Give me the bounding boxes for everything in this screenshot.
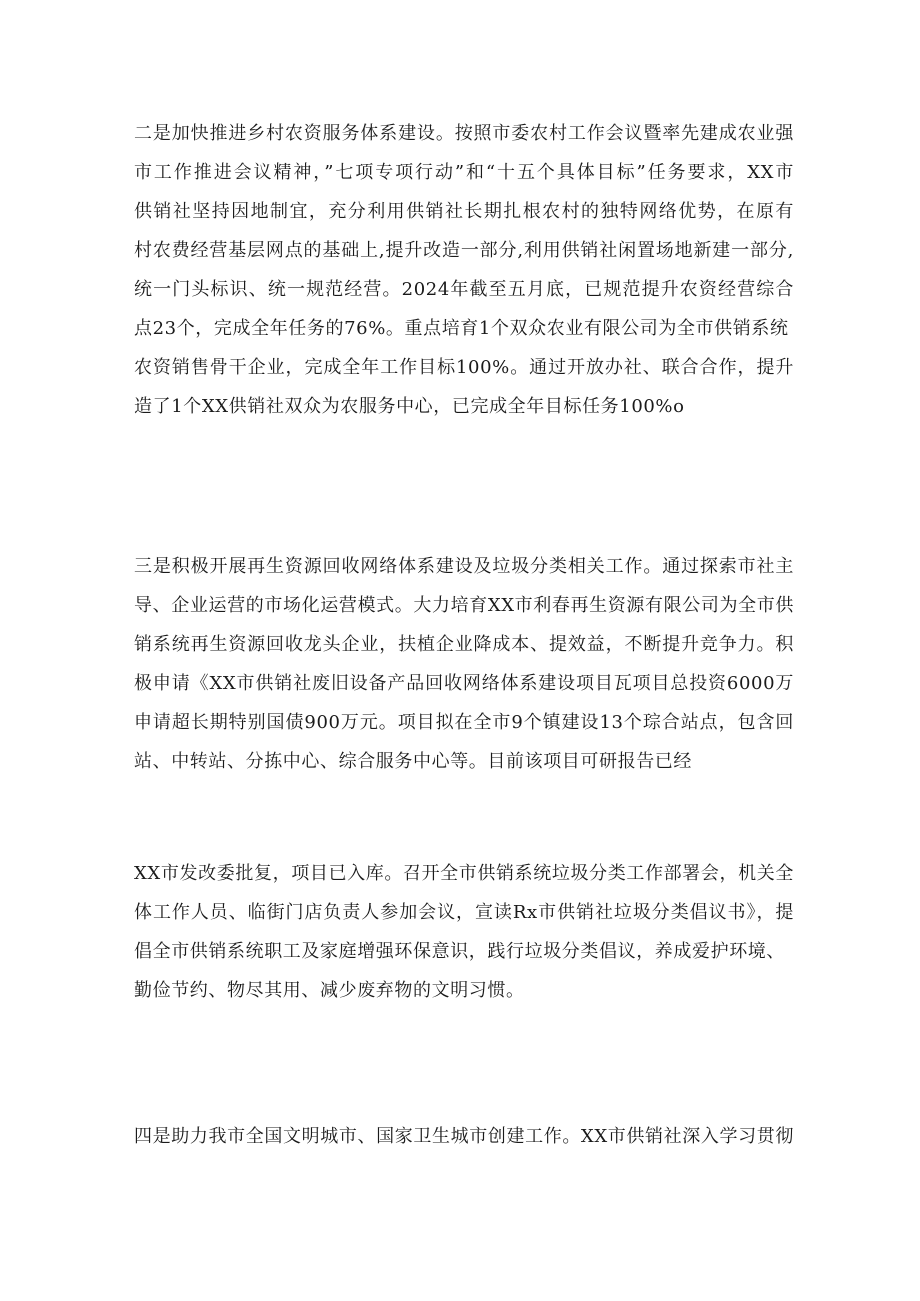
text-line: 申请超长期特别国债900万元。项目拟在全市9个镇建设13个琮合站点，包含回: [134, 712, 794, 733]
paragraph-rural-agri-service: [134, 114, 794, 426]
paragraph-civilized-city: [134, 1117, 794, 1156]
text-line: 村农费经营基层网点的基础上,提升改造一部分,利用供销社闲置场地新建一部分,: [134, 240, 794, 261]
text-line: 体工作人员、临街门店负责人参加会议，宣读Rx市供销社垃圾分类倡议书》，提: [134, 902, 794, 923]
text-line: 点23个，完成全年任务的76%。重点培育1个双众农业有限公司为全市供销系统: [134, 318, 789, 339]
paragraph-waste-sorting: [134, 854, 794, 1010]
text-line: 四是助力我市全国文明城市、国家卫生城市创建工作。XX市供销社深入学习贯彻: [134, 1126, 794, 1147]
text-line: 市工作推进会议精神，”七项专项行动”和“十五个具体目标”任务要求，XX市: [134, 162, 794, 183]
text-line: 造了1个XX供销社双众为农服务中心，已完成全年目标任务100%o: [134, 396, 685, 417]
text-line: XX市发改委批复，项目已入库。召开全市供销系统垃圾分类工作部署会，机关全: [134, 863, 794, 884]
text-line: 供销社坚持因地制宜，充分利用供销社长期扎根农村的独特网络优势，在原有: [134, 201, 794, 222]
text-line: 统一门头标识、统一规范经营。2024年截至五月底，已规范提升农资经营综合: [134, 279, 794, 300]
text-line: 勤俭节约、物尽其用、减少废弃物的文明习惯。: [134, 980, 525, 1001]
text-line: 站、中转站、分拣中心、综合服务中心等。目前该项目可研报告已经: [134, 751, 692, 772]
text-line: 极申请《XX市供销社废旧设备产品回收网络体系建设项目瓦项目总投资6000万: [134, 673, 794, 694]
text-line: 导、企业运营的市场化运营模式。大力培育XX市利春再生资源有限公司为全市供: [134, 595, 794, 616]
text-line: 农资销售骨干企业，完成全年工作目标100%。通过开放办社、联合合作，提升: [134, 357, 794, 378]
text-line: 二是加快推进乡村农资服务体系建设。按照市委农村工作会议暨率先建成农业强: [134, 123, 794, 144]
text-line: 倡全市供销系统职工及家庭增强环保意识，践行垃圾分类倡议，养成爱护环境、: [134, 941, 785, 962]
paragraph-recycling-network: [134, 547, 794, 781]
text-line: 三是积极开展再生资源回收网络体系建设及垃圾分类相关工作。通过探索市社主: [134, 556, 794, 577]
text-line: 销系统再生资源回收龙头企业，扶植企业降成本、提效益，不断提升竞争力。积: [134, 634, 794, 655]
